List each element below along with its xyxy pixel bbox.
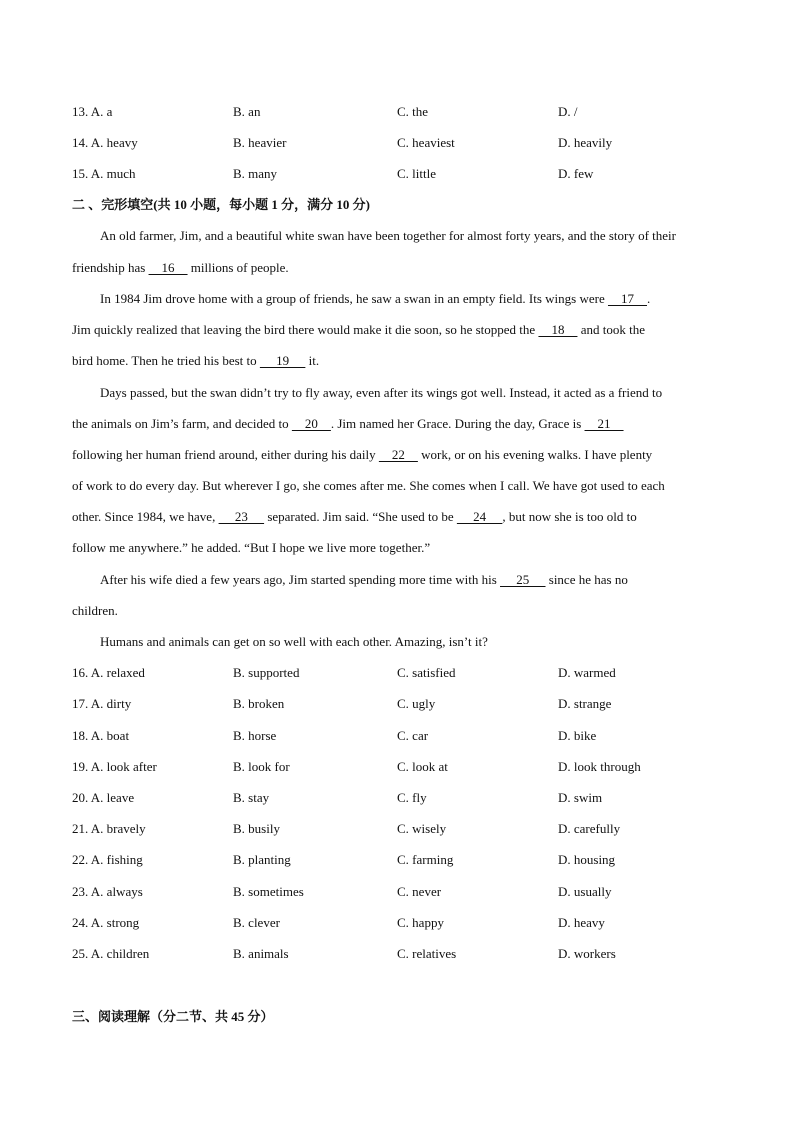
option-a: 20. A. leave: [72, 790, 135, 805]
passage-line: Humans and animals can get on so well with each other. Amazing, isn’t it?: [100, 634, 488, 649]
option-b: B. many: [233, 166, 278, 181]
blank-24: 24: [456, 509, 503, 524]
blank-22: 22: [378, 447, 418, 462]
option-d: D. few: [558, 166, 594, 181]
passage-line: In 1984 Jim drove home with a group of friends, he saw a swan in an empty field. Its wings were 17 .: [100, 291, 651, 306]
option-c: C. the: [397, 104, 429, 119]
option-a: 24. A. strong: [72, 915, 140, 930]
option-b: B. heavier: [233, 135, 287, 150]
option-d: D. heavy: [558, 915, 605, 930]
option-c: C. satisfied: [397, 665, 456, 680]
blank-16: 16: [148, 260, 188, 275]
option-d: D. heavily: [558, 135, 613, 150]
option-b: B. an: [233, 104, 261, 119]
option-b: B. sometimes: [233, 884, 304, 899]
passage-line: bird home. Then he tried his best to 19 it.: [72, 353, 320, 368]
passage-line: children.: [72, 603, 118, 618]
passage-line: follow me anywhere.” he added. “But I hope we live more together.”: [72, 540, 431, 555]
blank-18: 18: [538, 322, 578, 337]
option-b: B. look for: [233, 759, 290, 774]
passage-line: of work to do every day. But wherever I go, she comes after me. She comes when I call. We have got used to each: [72, 478, 665, 493]
option-c: C. look at: [397, 759, 448, 774]
passage-line: Days passed, but the swan didn’t try to fly away, even after its wings got well. Instead, it acted as a friend to: [100, 385, 663, 400]
option-c: C. car: [397, 728, 429, 743]
blank-19: 19: [259, 353, 306, 368]
option-b: B. horse: [233, 728, 277, 743]
option-c: C. wisely: [397, 821, 447, 836]
option-c: C. farming: [397, 852, 454, 867]
option-d: D. /: [558, 104, 578, 119]
option-a: 17. A. dirty: [72, 696, 132, 711]
passage-line: After his wife died a few years ago, Jim started spending more time with his 25 since he has no: [100, 572, 628, 587]
option-a: 25. A. children: [72, 946, 150, 961]
option-a: 21. A. bravely: [72, 821, 146, 836]
option-d: D. look through: [558, 759, 641, 774]
passage-line: An old farmer, Jim, and a beautiful white swan have been together for almost forty years, and the story of their: [100, 228, 676, 243]
option-d: D. carefully: [558, 821, 621, 836]
passage-line: other. Since 1984, we have, 23 separated. Jim said. “She used to be 24 , but now she is too old to: [72, 509, 637, 524]
passage-line: the animals on Jim’s farm, and decided to 20 . Jim named her Grace. During the day, Grace is 21: [72, 416, 624, 431]
passage-line: Jim quickly realized that leaving the bird there would make it die soon, so he stopped the 18 and took the: [72, 322, 645, 337]
option-a: 23. A. always: [72, 884, 143, 899]
option-b: B. planting: [233, 852, 291, 867]
option-a: 22. A. fishing: [72, 852, 143, 867]
blank-25: 25: [500, 572, 546, 587]
option-a: 16. A. relaxed: [72, 665, 145, 680]
blank-17: 17: [607, 291, 647, 306]
blank-20: 20: [291, 416, 331, 431]
section-heading-reading: 三、阅读理解（分二节、共 45 分）: [72, 1009, 274, 1024]
option-c: C. relatives: [397, 946, 457, 961]
option-d: D. swim: [558, 790, 603, 805]
option-b: B. clever: [233, 915, 280, 930]
option-d: D. housing: [558, 852, 616, 867]
option-b: B. animals: [233, 946, 289, 961]
option-a: 14. A. heavy: [72, 135, 138, 150]
option-c: C. happy: [397, 915, 444, 930]
option-d: D. usually: [558, 884, 612, 899]
blank-23: 23: [218, 509, 265, 524]
option-c: C. never: [397, 884, 442, 899]
option-b: B. broken: [233, 696, 285, 711]
option-a: 15. A. much: [72, 166, 136, 181]
option-a: 13. A. a: [72, 104, 113, 119]
option-d: D. warmed: [558, 665, 616, 680]
option-c: C. fly: [397, 790, 427, 805]
option-a: 19. A. look after: [72, 759, 157, 774]
option-d: D. bike: [558, 728, 597, 743]
option-d: D. strange: [558, 696, 612, 711]
passage-line: following her human friend around, either during his daily 22 work, or on his evening walks. I have plenty: [72, 447, 653, 462]
option-b: B. supported: [233, 665, 300, 680]
option-b: B. busily: [233, 821, 280, 836]
option-a: 18. A. boat: [72, 728, 130, 743]
option-b: B. stay: [233, 790, 270, 805]
option-d: D. workers: [558, 946, 616, 961]
option-c: C. ugly: [397, 696, 436, 711]
passage-line: friendship has 16 millions of people.: [72, 260, 289, 275]
blank-21: 21: [584, 416, 624, 431]
option-c: C. little: [397, 166, 436, 181]
option-c: C. heaviest: [397, 135, 455, 150]
section-heading-cloze: 二 、完形填空(共 10 小题，每小题 1 分，满分 10 分): [72, 197, 370, 212]
